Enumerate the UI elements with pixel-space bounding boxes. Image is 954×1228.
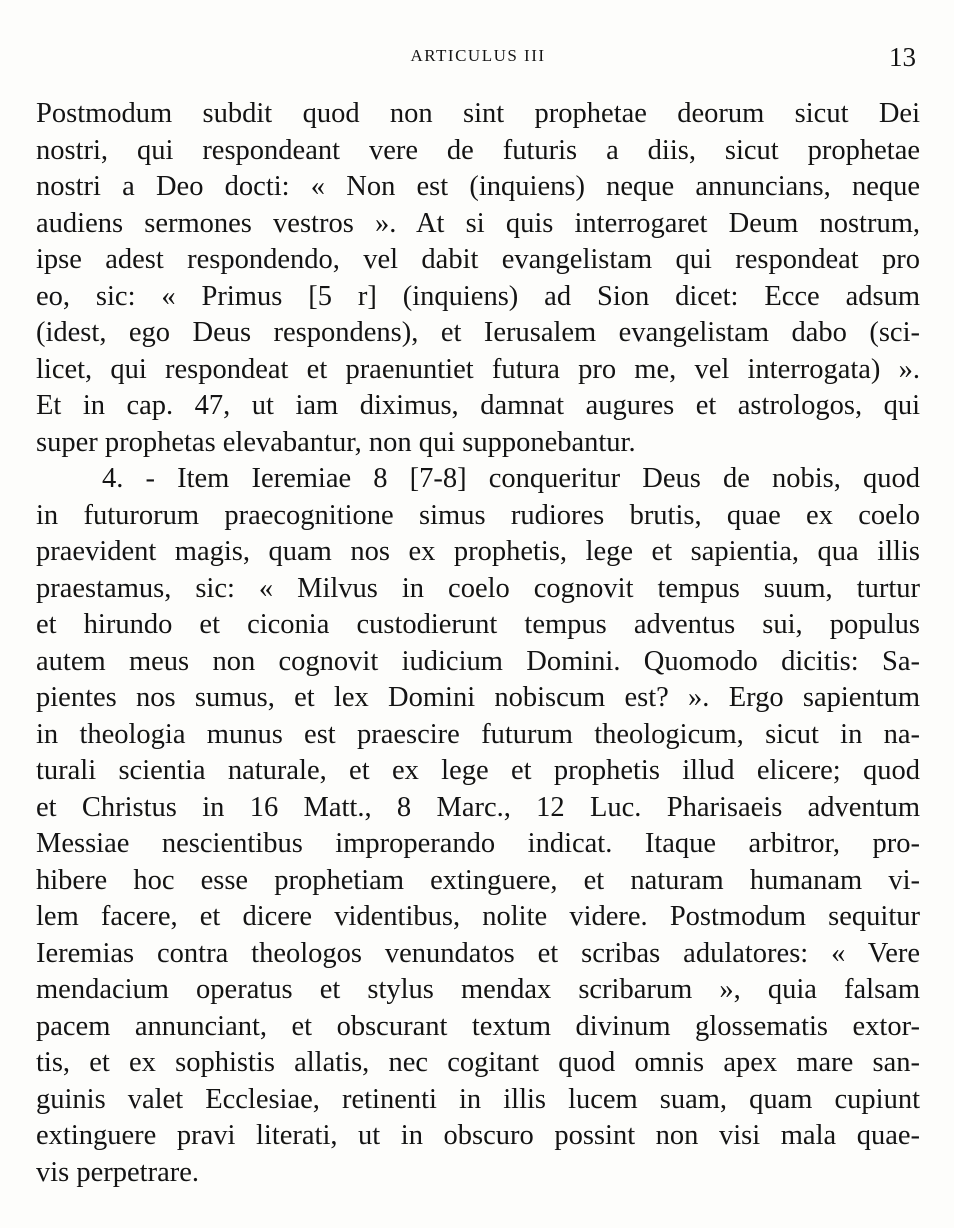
text-line: guinis valet Ecclesiae, retinenti in illis lucem suam, quam cupiunt (36, 1083, 920, 1115)
text-line: tis, et ex sophistis allatis, nec cogitant quod omnis apex mare san- (36, 1047, 920, 1078)
text-line: hibere hoc esse prophetiam extinguere, et naturam humanam vi- (36, 864, 920, 896)
text-line: in futurorum praecognitione simus rudiores brutis, quae ex coelo (36, 499, 920, 531)
paragraph-end-line: vis perpetrare. (36, 1156, 199, 1188)
text-line: Ieremias contra theologos venundatos et scribas adulatores: « Vere (36, 937, 920, 969)
text-line: lem facere, et dicere videntibus, nolite videre. Postmodum sequitur (36, 901, 920, 932)
text-line: Et in cap. 47, ut iam diximus, damnat augures et astrologos, qui (36, 390, 920, 421)
text-line: ipse adest respondendo, vel dabit evangelistam qui respondeat pro (36, 244, 920, 275)
text-line: licet, qui respondeat et praenuntiet futura pro me, vel interrogata) ». (36, 353, 920, 385)
paragraph-start-line: 4. - Item Ieremiae 8 [7-8] conqueritur Deus de nobis, quod (102, 463, 920, 494)
text-line: in theologia munus est praescire futurum theologicum, sicut in na- (36, 718, 920, 750)
text-line: nostri, qui respondeant vere de futuris a diis, sicut prophetae (36, 134, 920, 166)
paragraph-end-line: super prophetas elevabantur, non qui supponebantur. (36, 426, 636, 458)
running-head (36, 42, 920, 72)
text-line: turali scientia naturale, et ex lege et prophetis illud elicere; quod (36, 755, 920, 786)
text-line: extinguere pravi literati, ut in obscuro possint non visi mala quae- (36, 1120, 920, 1151)
text-line: (idest, ego Deus respondens), et Ierusalem evangelistam dabo (sci- (36, 317, 920, 348)
text-line: nostri a Deo docti: « Non est (inquiens) neque annuncians, neque (36, 171, 920, 202)
text-line: eo, sic: « Primus [5 r] (inquiens) ad Sion dicet: Ecce adsum (36, 280, 920, 312)
text-line: pientes nos sumus, et lex Domini nobiscum est? ». Ergo sapientum (36, 682, 920, 713)
text-line: et Christus in 16 Matt., 8 Marc., 12 Luc. Pharisaeis adventum (36, 791, 920, 823)
text-line: Messiae nescientibus improperando indicat. Itaque arbitror, pro- (36, 828, 920, 859)
text-line: audiens sermones vestros ». At si quis interrogaret Deum nostrum, (36, 207, 920, 239)
text-line: pacem annunciant, et obscurant textum divinum glossematis extor- (36, 1010, 920, 1042)
text-line: autem meus non cognovit iudicium Domini. Quomodo dicitis: Sa- (36, 645, 920, 677)
text-line: et hirundo et ciconia custodierunt tempus adventus sui, populus (36, 609, 920, 640)
page-number: 13 (889, 42, 916, 72)
text-line: Postmodum subdit quod non sint prophetae deorum sicut Dei (36, 98, 920, 129)
text-line: mendacium operatus et stylus mendax scribarum », quia falsam (36, 974, 920, 1005)
running-title: ARTICULUS III (410, 46, 546, 65)
text-line: praevident magis, quam nos ex prophetis, lege et sapientia, qua illis (36, 536, 920, 567)
body-text (36, 96, 920, 1191)
text-line: praestamus, sic: « Milvus in coelo cognovit tempus suum, turtur (36, 572, 920, 604)
